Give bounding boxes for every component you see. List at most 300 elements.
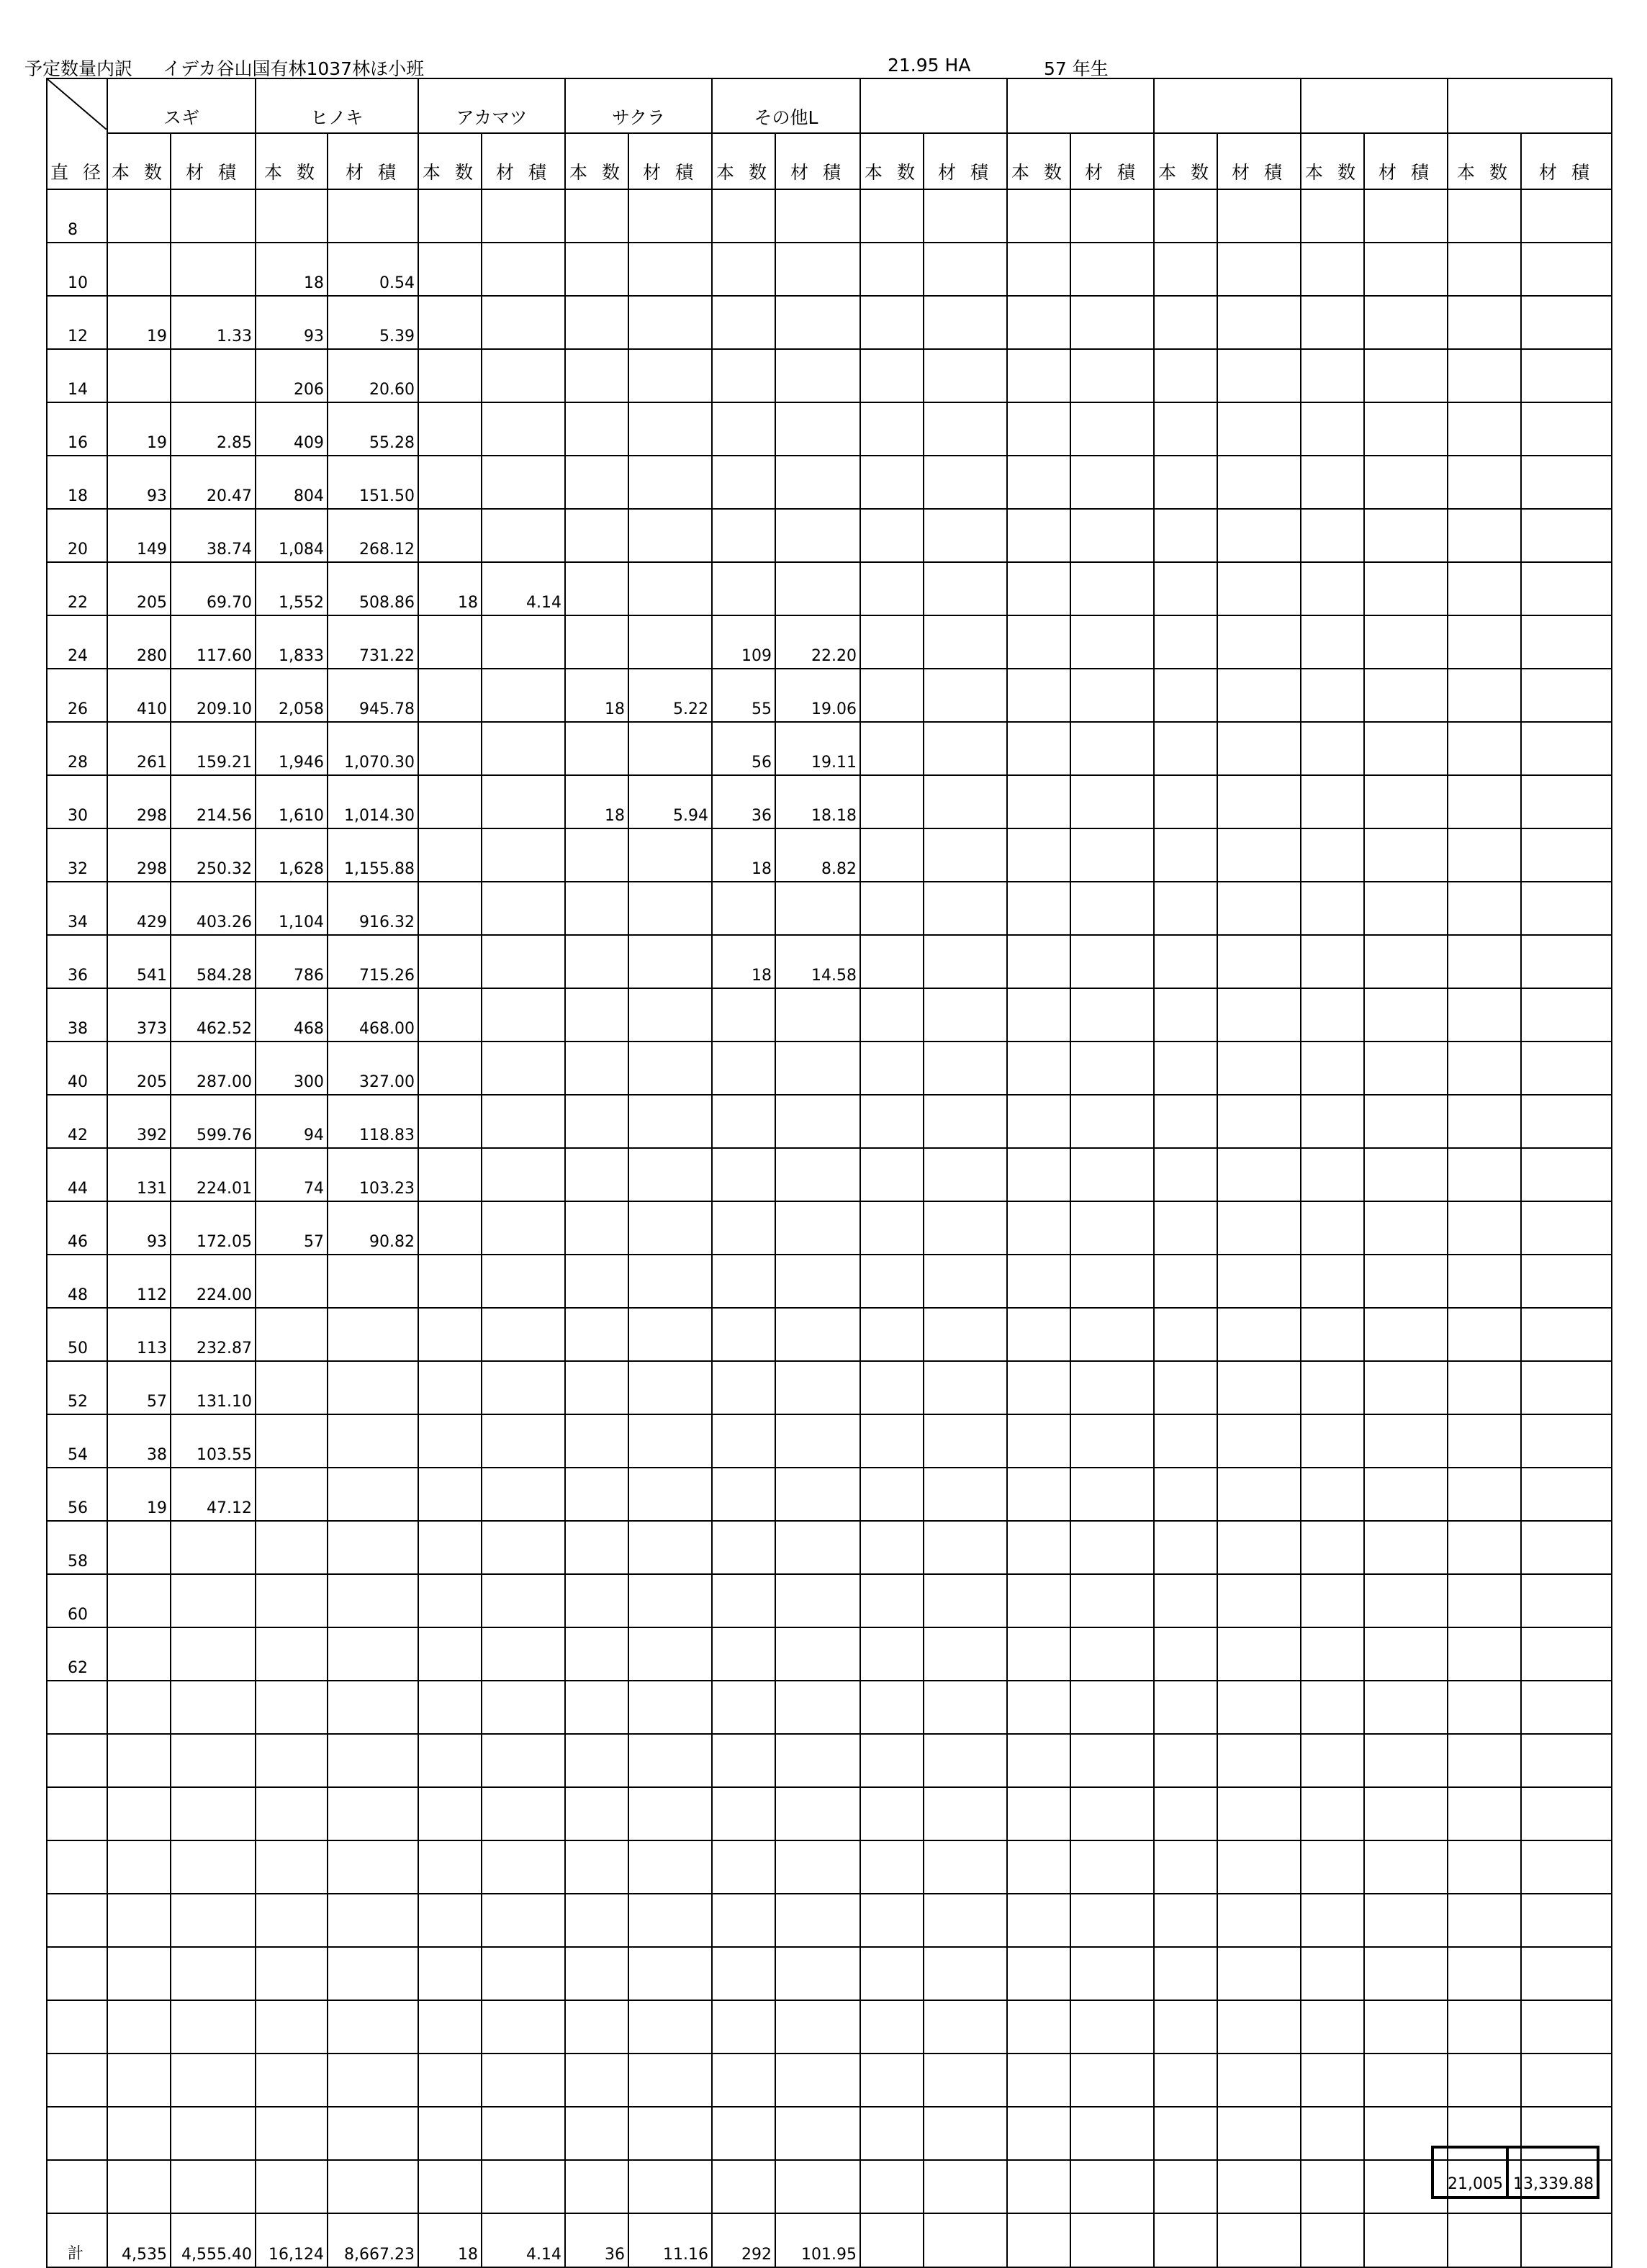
count-cell: 18	[418, 562, 482, 615]
count-cell	[565, 2107, 628, 2160]
volume-cell	[482, 2000, 565, 2054]
count-cell	[1154, 2000, 1217, 2054]
count-cell: 94	[256, 1095, 328, 1148]
volume-cell	[1521, 669, 1612, 722]
volume-cell	[1217, 935, 1301, 988]
count-cell	[1301, 1734, 1364, 1787]
count-cell	[1301, 1627, 1364, 1681]
count-cell	[418, 509, 482, 562]
volume-cell	[1364, 1627, 1448, 1681]
count-cell	[860, 189, 924, 243]
volume-cell	[1521, 562, 1612, 615]
count-cell	[1007, 828, 1070, 882]
volume-cell	[775, 1734, 860, 1787]
volume-cell	[1217, 1042, 1301, 1095]
count-cell	[712, 2000, 775, 2054]
volume-cell	[924, 1947, 1007, 2000]
table-row	[47, 1574, 1612, 1627]
volume-cell	[628, 1787, 712, 1840]
diameter-cell: 16	[47, 402, 107, 456]
count-cell	[107, 1574, 171, 1627]
table-row	[47, 1627, 1612, 1681]
count-cell	[1007, 1468, 1070, 1521]
count-cell	[860, 456, 924, 509]
volume-cell	[328, 2107, 418, 2160]
volume-header: 材 積	[924, 133, 1007, 189]
total-volume-cell: 101.95	[775, 2213, 860, 2267]
count-cell	[1301, 1681, 1364, 1734]
count-cell	[1448, 243, 1521, 296]
volume-cell: 5.22	[628, 669, 712, 722]
count-cell	[1301, 1468, 1364, 1521]
volume-cell: 1,014.30	[328, 775, 418, 828]
volume-cell	[1070, 1894, 1154, 1947]
count-cell: 18	[256, 243, 328, 296]
volume-cell	[1521, 775, 1612, 828]
volume-cell: 8.82	[775, 828, 860, 882]
count-cell	[565, 935, 628, 988]
volume-cell	[1070, 1308, 1154, 1361]
volume-table	[46, 78, 1612, 2268]
count-cell	[107, 1734, 171, 1787]
volume-cell	[1217, 1734, 1301, 1787]
volume-cell	[775, 243, 860, 296]
volume-cell	[775, 349, 860, 402]
diameter-cell: 40	[47, 1042, 107, 1095]
volume-cell	[1521, 1255, 1612, 1308]
volume-cell	[1521, 1468, 1612, 1521]
diameter-cell: 58	[47, 1521, 107, 1574]
count-cell	[1301, 1894, 1364, 1947]
count-cell	[1154, 615, 1217, 669]
count-cell	[256, 1894, 328, 1947]
diameter-cell: 54	[47, 1414, 107, 1468]
count-cell	[860, 1468, 924, 1521]
volume-cell: 584.28	[171, 935, 256, 988]
count-cell: 429	[107, 882, 171, 935]
volume-cell	[482, 935, 565, 988]
table-row	[47, 2160, 1612, 2213]
total-count-cell: 292	[712, 2213, 775, 2267]
volume-cell	[924, 1095, 1007, 1148]
count-cell	[565, 1894, 628, 1947]
count-cell: 131	[107, 1148, 171, 1201]
count-cell: 804	[256, 456, 328, 509]
volume-cell	[482, 349, 565, 402]
volume-cell: 20.60	[328, 349, 418, 402]
count-cell	[418, 1681, 482, 1734]
count-cell	[418, 402, 482, 456]
count-cell	[860, 1840, 924, 1894]
count-cell	[1007, 722, 1070, 775]
volume-cell	[1521, 1414, 1612, 1468]
volume-cell	[1070, 2000, 1154, 2054]
count-cell: 1,946	[256, 722, 328, 775]
count-cell	[565, 1042, 628, 1095]
count-cell	[1154, 1201, 1217, 1255]
volume-cell	[328, 1734, 418, 1787]
count-cell	[1301, 509, 1364, 562]
volume-cell	[1521, 509, 1612, 562]
volume-cell	[1217, 2000, 1301, 2054]
count-cell	[1007, 562, 1070, 615]
volume-cell	[328, 1255, 418, 1308]
volume-cell	[482, 2054, 565, 2107]
count-cell	[1007, 2000, 1070, 2054]
count-cell: 205	[107, 562, 171, 615]
volume-cell	[1070, 2054, 1154, 2107]
count-cell: 19	[107, 402, 171, 456]
diameter-cell: 60	[47, 1574, 107, 1627]
volume-cell	[1364, 1095, 1448, 1148]
volume-cell	[482, 669, 565, 722]
volume-cell	[924, 1148, 1007, 1201]
volume-cell	[775, 1574, 860, 1627]
volume-cell: 90.82	[328, 1201, 418, 1255]
count-cell	[1154, 243, 1217, 296]
count-cell	[107, 1840, 171, 1894]
volume-cell	[628, 2160, 712, 2213]
volume-cell	[482, 828, 565, 882]
total-volume-cell	[1217, 2213, 1301, 2267]
count-cell: 1,104	[256, 882, 328, 935]
volume-cell	[1070, 669, 1154, 722]
count-cell: 109	[712, 615, 775, 669]
volume-cell	[1521, 1787, 1612, 1840]
count-cell	[1448, 828, 1521, 882]
volume-cell	[924, 1201, 1007, 1255]
volume-cell	[482, 775, 565, 828]
volume-cell	[775, 882, 860, 935]
volume-header: 材 積	[328, 133, 418, 189]
diameter-cell	[47, 2000, 107, 2054]
count-cell	[1007, 1521, 1070, 1574]
count-cell	[1448, 935, 1521, 988]
count-cell	[107, 1787, 171, 1840]
diameter-cell: 46	[47, 1201, 107, 1255]
count-cell	[1007, 456, 1070, 509]
count-cell	[1007, 988, 1070, 1042]
title-text: 予定数量内訳	[24, 58, 133, 79]
volume-cell	[1070, 1840, 1154, 1894]
count-cell	[1301, 243, 1364, 296]
table-row	[47, 1947, 1612, 2000]
volume-cell	[171, 243, 256, 296]
table-row	[47, 562, 1612, 615]
count-cell: 205	[107, 1042, 171, 1095]
count-cell	[1154, 1042, 1217, 1095]
count-cell	[1448, 189, 1521, 243]
volume-cell	[1364, 562, 1448, 615]
count-cell	[1154, 1148, 1217, 1201]
count-cell	[1448, 2000, 1521, 2054]
count-cell	[1154, 988, 1217, 1042]
species-header: サクラ	[565, 78, 712, 133]
count-cell	[1448, 1414, 1521, 1468]
count-cell	[418, 1042, 482, 1095]
volume-cell	[1364, 296, 1448, 349]
count-cell	[418, 1627, 482, 1681]
volume-cell	[1364, 1042, 1448, 1095]
volume-cell	[1521, 1734, 1612, 1787]
diameter-cell	[47, 2054, 107, 2107]
volume-cell	[1070, 1734, 1154, 1787]
volume-cell	[628, 2107, 712, 2160]
volume-cell	[1364, 615, 1448, 669]
count-cell	[1007, 2054, 1070, 2107]
count-cell: 1,610	[256, 775, 328, 828]
diameter-cell: 30	[47, 775, 107, 828]
count-cell	[860, 1521, 924, 1574]
volume-cell	[1217, 1201, 1301, 1255]
total-volume-cell: 11.16	[628, 2213, 712, 2267]
volume-cell	[628, 1627, 712, 1681]
volume-cell	[1521, 1627, 1612, 1681]
count-cell: 786	[256, 935, 328, 988]
diameter-cell: 28	[47, 722, 107, 775]
count-cell	[1448, 1840, 1521, 1894]
diameter-cell	[47, 1681, 107, 1734]
volume-cell	[1217, 1574, 1301, 1627]
volume-cell	[328, 1468, 418, 1521]
count-cell	[860, 243, 924, 296]
count-cell	[712, 1894, 775, 1947]
volume-cell	[775, 2054, 860, 2107]
count-cell	[1154, 2160, 1217, 2213]
count-header: 本 数	[418, 133, 482, 189]
table-row	[47, 1840, 1612, 1894]
count-cell	[1154, 509, 1217, 562]
count-cell: 298	[107, 775, 171, 828]
volume-cell	[775, 1787, 860, 1840]
volume-cell	[1217, 1787, 1301, 1840]
volume-cell	[482, 1308, 565, 1361]
count-cell	[565, 828, 628, 882]
volume-cell: 172.05	[171, 1201, 256, 1255]
volume-cell	[482, 456, 565, 509]
count-cell	[1448, 402, 1521, 456]
volume-cell	[924, 828, 1007, 882]
volume-cell	[1070, 1627, 1154, 1681]
volume-cell	[924, 402, 1007, 456]
volume-cell	[1521, 1308, 1612, 1361]
volume-cell	[628, 456, 712, 509]
volume-cell	[924, 1255, 1007, 1308]
volume-cell	[328, 1787, 418, 1840]
count-cell	[1301, 1042, 1364, 1095]
volume-cell: 151.50	[328, 456, 418, 509]
count-cell	[1301, 296, 1364, 349]
count-cell	[1448, 1468, 1521, 1521]
count-cell: 19	[107, 296, 171, 349]
volume-cell	[775, 1361, 860, 1414]
table-row	[47, 935, 1612, 988]
table-row	[47, 2107, 1612, 2160]
volume-cell: 69.70	[171, 562, 256, 615]
volume-cell	[924, 1468, 1007, 1521]
volume-cell	[1521, 1840, 1612, 1894]
volume-cell	[1364, 722, 1448, 775]
volume-cell: 22.20	[775, 615, 860, 669]
count-cell: 18	[712, 935, 775, 988]
count-cell	[256, 2000, 328, 2054]
count-cell: 19	[107, 1468, 171, 1521]
count-cell	[565, 2054, 628, 2107]
count-cell: 2,058	[256, 669, 328, 722]
volume-cell: 715.26	[328, 935, 418, 988]
volume-cell	[1364, 349, 1448, 402]
count-cell	[1301, 775, 1364, 828]
count-cell	[860, 1308, 924, 1361]
volume-cell	[482, 1894, 565, 1947]
count-cell	[1448, 1521, 1521, 1574]
doc-title	[24, 55, 424, 81]
count-cell	[1154, 1681, 1217, 1734]
volume-cell	[1217, 1095, 1301, 1148]
volume-cell	[1521, 1201, 1612, 1255]
count-cell	[1301, 882, 1364, 935]
count-cell	[1007, 1574, 1070, 1627]
volume-cell	[1364, 402, 1448, 456]
count-cell: 373	[107, 988, 171, 1042]
total-count-cell	[1007, 2213, 1070, 2267]
count-cell	[1301, 349, 1364, 402]
count-cell	[418, 988, 482, 1042]
volume-cell	[1521, 402, 1612, 456]
count-cell: 300	[256, 1042, 328, 1095]
count-cell	[256, 1627, 328, 1681]
count-cell: 468	[256, 988, 328, 1042]
count-cell	[712, 1574, 775, 1627]
volume-cell	[924, 1681, 1007, 1734]
volume-cell	[1217, 1894, 1301, 1947]
grand-total-volume: 13,339.88	[1507, 2147, 1598, 2197]
count-cell: 38	[107, 1414, 171, 1468]
volume-cell	[482, 1361, 565, 1414]
count-cell	[565, 1947, 628, 2000]
volume-cell	[482, 722, 565, 775]
count-cell	[418, 1840, 482, 1894]
volume-cell: 0.54	[328, 243, 418, 296]
diameter-cell: 10	[47, 243, 107, 296]
volume-cell	[775, 1840, 860, 1894]
volume-header: 材 積	[171, 133, 256, 189]
volume-cell	[328, 1947, 418, 2000]
table-row	[47, 775, 1612, 828]
count-cell	[1154, 562, 1217, 615]
volume-cell	[628, 1521, 712, 1574]
volume-cell	[1364, 882, 1448, 935]
count-cell	[1301, 2160, 1364, 2213]
volume-cell	[1521, 1042, 1612, 1095]
count-cell	[1301, 615, 1364, 669]
count-cell	[256, 2054, 328, 2107]
volume-cell	[1521, 349, 1612, 402]
volume-cell	[482, 243, 565, 296]
volume-cell	[1521, 1947, 1612, 2000]
count-cell	[418, 828, 482, 882]
count-cell	[565, 988, 628, 1042]
volume-cell	[1217, 509, 1301, 562]
count-cell	[1448, 1361, 1521, 1414]
volume-cell	[1217, 1681, 1301, 1734]
count-cell: 261	[107, 722, 171, 775]
volume-cell	[171, 1627, 256, 1681]
volume-cell	[628, 615, 712, 669]
table-row	[47, 828, 1612, 882]
count-cell	[1448, 2054, 1521, 2107]
volume-cell	[1521, 1574, 1612, 1627]
volume-cell	[1217, 1361, 1301, 1414]
total-row	[47, 2213, 1612, 2267]
count-cell	[1007, 669, 1070, 722]
volume-cell	[482, 1947, 565, 2000]
volume-cell: 103.55	[171, 1414, 256, 1468]
species-header: アカマツ	[418, 78, 565, 133]
count-cell	[1301, 1574, 1364, 1627]
volume-cell: 5.39	[328, 296, 418, 349]
volume-cell	[1070, 189, 1154, 243]
count-cell	[418, 1947, 482, 2000]
count-cell	[712, 1042, 775, 1095]
table-row	[47, 402, 1612, 456]
volume-cell: 4.14	[482, 562, 565, 615]
total-count-cell: 36	[565, 2213, 628, 2267]
volume-cell	[482, 988, 565, 1042]
count-cell	[1007, 882, 1070, 935]
count-cell	[712, 1201, 775, 1255]
volume-cell	[482, 882, 565, 935]
count-cell	[712, 1521, 775, 1574]
count-cell	[565, 509, 628, 562]
count-cell	[1154, 1840, 1217, 1894]
volume-cell	[924, 1840, 1007, 1894]
count-cell	[1448, 1148, 1521, 1201]
volume-cell	[1217, 882, 1301, 935]
volume-cell: 131.10	[171, 1361, 256, 1414]
volume-cell	[924, 615, 1007, 669]
count-cell	[1448, 349, 1521, 402]
volume-cell	[1364, 1414, 1448, 1468]
count-cell	[712, 349, 775, 402]
volume-cell	[482, 1574, 565, 1627]
count-cell	[712, 2054, 775, 2107]
total-count-cell: 16,124	[256, 2213, 328, 2267]
count-cell	[860, 2054, 924, 2107]
diameter-cell: 56	[47, 1468, 107, 1521]
count-cell	[712, 1681, 775, 1734]
volume-cell	[1070, 1787, 1154, 1840]
volume-cell	[775, 1201, 860, 1255]
count-cell	[1448, 296, 1521, 349]
diameter-cell: 38	[47, 988, 107, 1042]
volume-cell	[628, 1574, 712, 1627]
volume-cell	[1364, 509, 1448, 562]
count-cell	[712, 189, 775, 243]
count-cell	[1154, 1521, 1217, 1574]
count-cell: 36	[712, 775, 775, 828]
count-cell	[860, 1574, 924, 1627]
volume-cell	[775, 402, 860, 456]
count-cell	[565, 2160, 628, 2213]
diameter-cell: 36	[47, 935, 107, 988]
count-cell	[418, 669, 482, 722]
volume-cell: 14.58	[775, 935, 860, 988]
count-cell	[1448, 1042, 1521, 1095]
volume-cell	[171, 1734, 256, 1787]
count-cell	[565, 1521, 628, 1574]
volume-cell	[482, 1840, 565, 1894]
